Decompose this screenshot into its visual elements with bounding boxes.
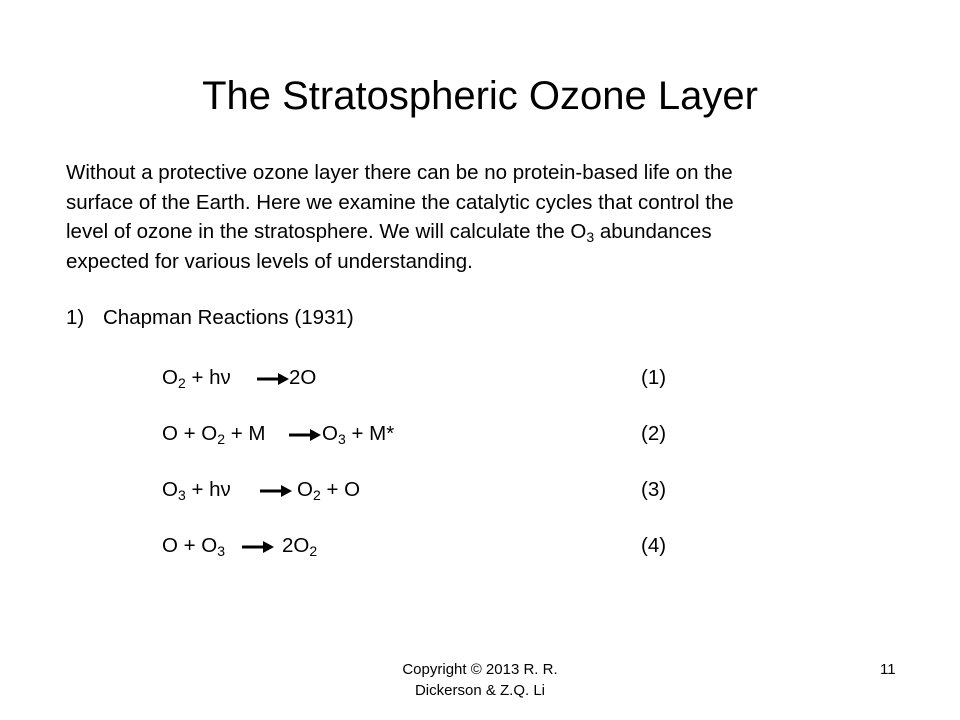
reactants <box>162 532 225 560</box>
formula-text: + hν <box>185 478 231 501</box>
subscript: 2 <box>312 487 321 503</box>
reaction-number: (4) <box>641 534 667 557</box>
copyright-footer <box>360 659 600 701</box>
intro-line-3-b: abundances <box>594 220 712 243</box>
formula-text: O <box>162 478 178 501</box>
reaction-arrow-icon <box>288 428 322 442</box>
reaction-arrow-icon <box>256 372 290 386</box>
slide-title: The Stratospheric Ozone Layer <box>202 74 758 118</box>
products <box>289 364 316 392</box>
products <box>282 532 317 560</box>
formula-text: O <box>297 478 313 501</box>
formula-text: + M <box>225 422 266 445</box>
formula-text: O + O <box>162 534 218 557</box>
products <box>297 476 360 504</box>
formula-text: 2O <box>289 366 317 389</box>
section-label: Chapman Reactions (1931) <box>103 306 354 329</box>
section-heading <box>66 304 354 332</box>
products <box>322 420 394 448</box>
subscript: 2 <box>177 375 186 391</box>
section-number: 1) <box>66 306 85 329</box>
intro-line-3 <box>66 217 896 247</box>
subscript: 3 <box>337 431 346 447</box>
reactants <box>162 420 266 448</box>
reactants <box>162 364 231 392</box>
intro-paragraph <box>66 158 896 276</box>
subscript: 2 <box>217 431 226 447</box>
intro-line-3-a: level of ozone in the stratosphere. We will calculate the O <box>66 220 587 243</box>
reaction-arrow-icon <box>241 540 275 554</box>
formula-text: O <box>322 422 338 445</box>
formula-text: + hν <box>185 366 231 389</box>
reaction-arrow-icon <box>259 484 293 498</box>
subscript: 3 <box>217 543 226 559</box>
formula-text: + O <box>320 478 361 501</box>
reaction-number: (2) <box>641 422 667 445</box>
ozone-subscript: 3 <box>586 229 595 245</box>
reactants <box>162 476 231 504</box>
formula-text: 2O <box>282 534 310 557</box>
subscript: 2 <box>309 543 318 559</box>
copyright-line-2: Dickerson & Z.Q. Li <box>414 682 546 699</box>
intro-line-4: expected for various levels of understanding. <box>66 249 473 273</box>
copyright-line-1: Copyright © 2013 R. R. <box>402 661 558 678</box>
formula-text: + M* <box>345 422 395 445</box>
reaction-number: (3) <box>641 478 667 501</box>
subscript: 3 <box>177 487 186 503</box>
formula-text: O + O <box>162 422 218 445</box>
formula-text: O <box>162 366 178 389</box>
page-number: 11 <box>880 661 896 678</box>
intro-line-1: Without a protective ozone layer there can be no protein-based life on the <box>66 161 733 184</box>
reaction-number: (1) <box>641 366 667 389</box>
intro-line-2: surface of the Earth. Here we examine the catalytic cycles that control the <box>66 190 734 214</box>
